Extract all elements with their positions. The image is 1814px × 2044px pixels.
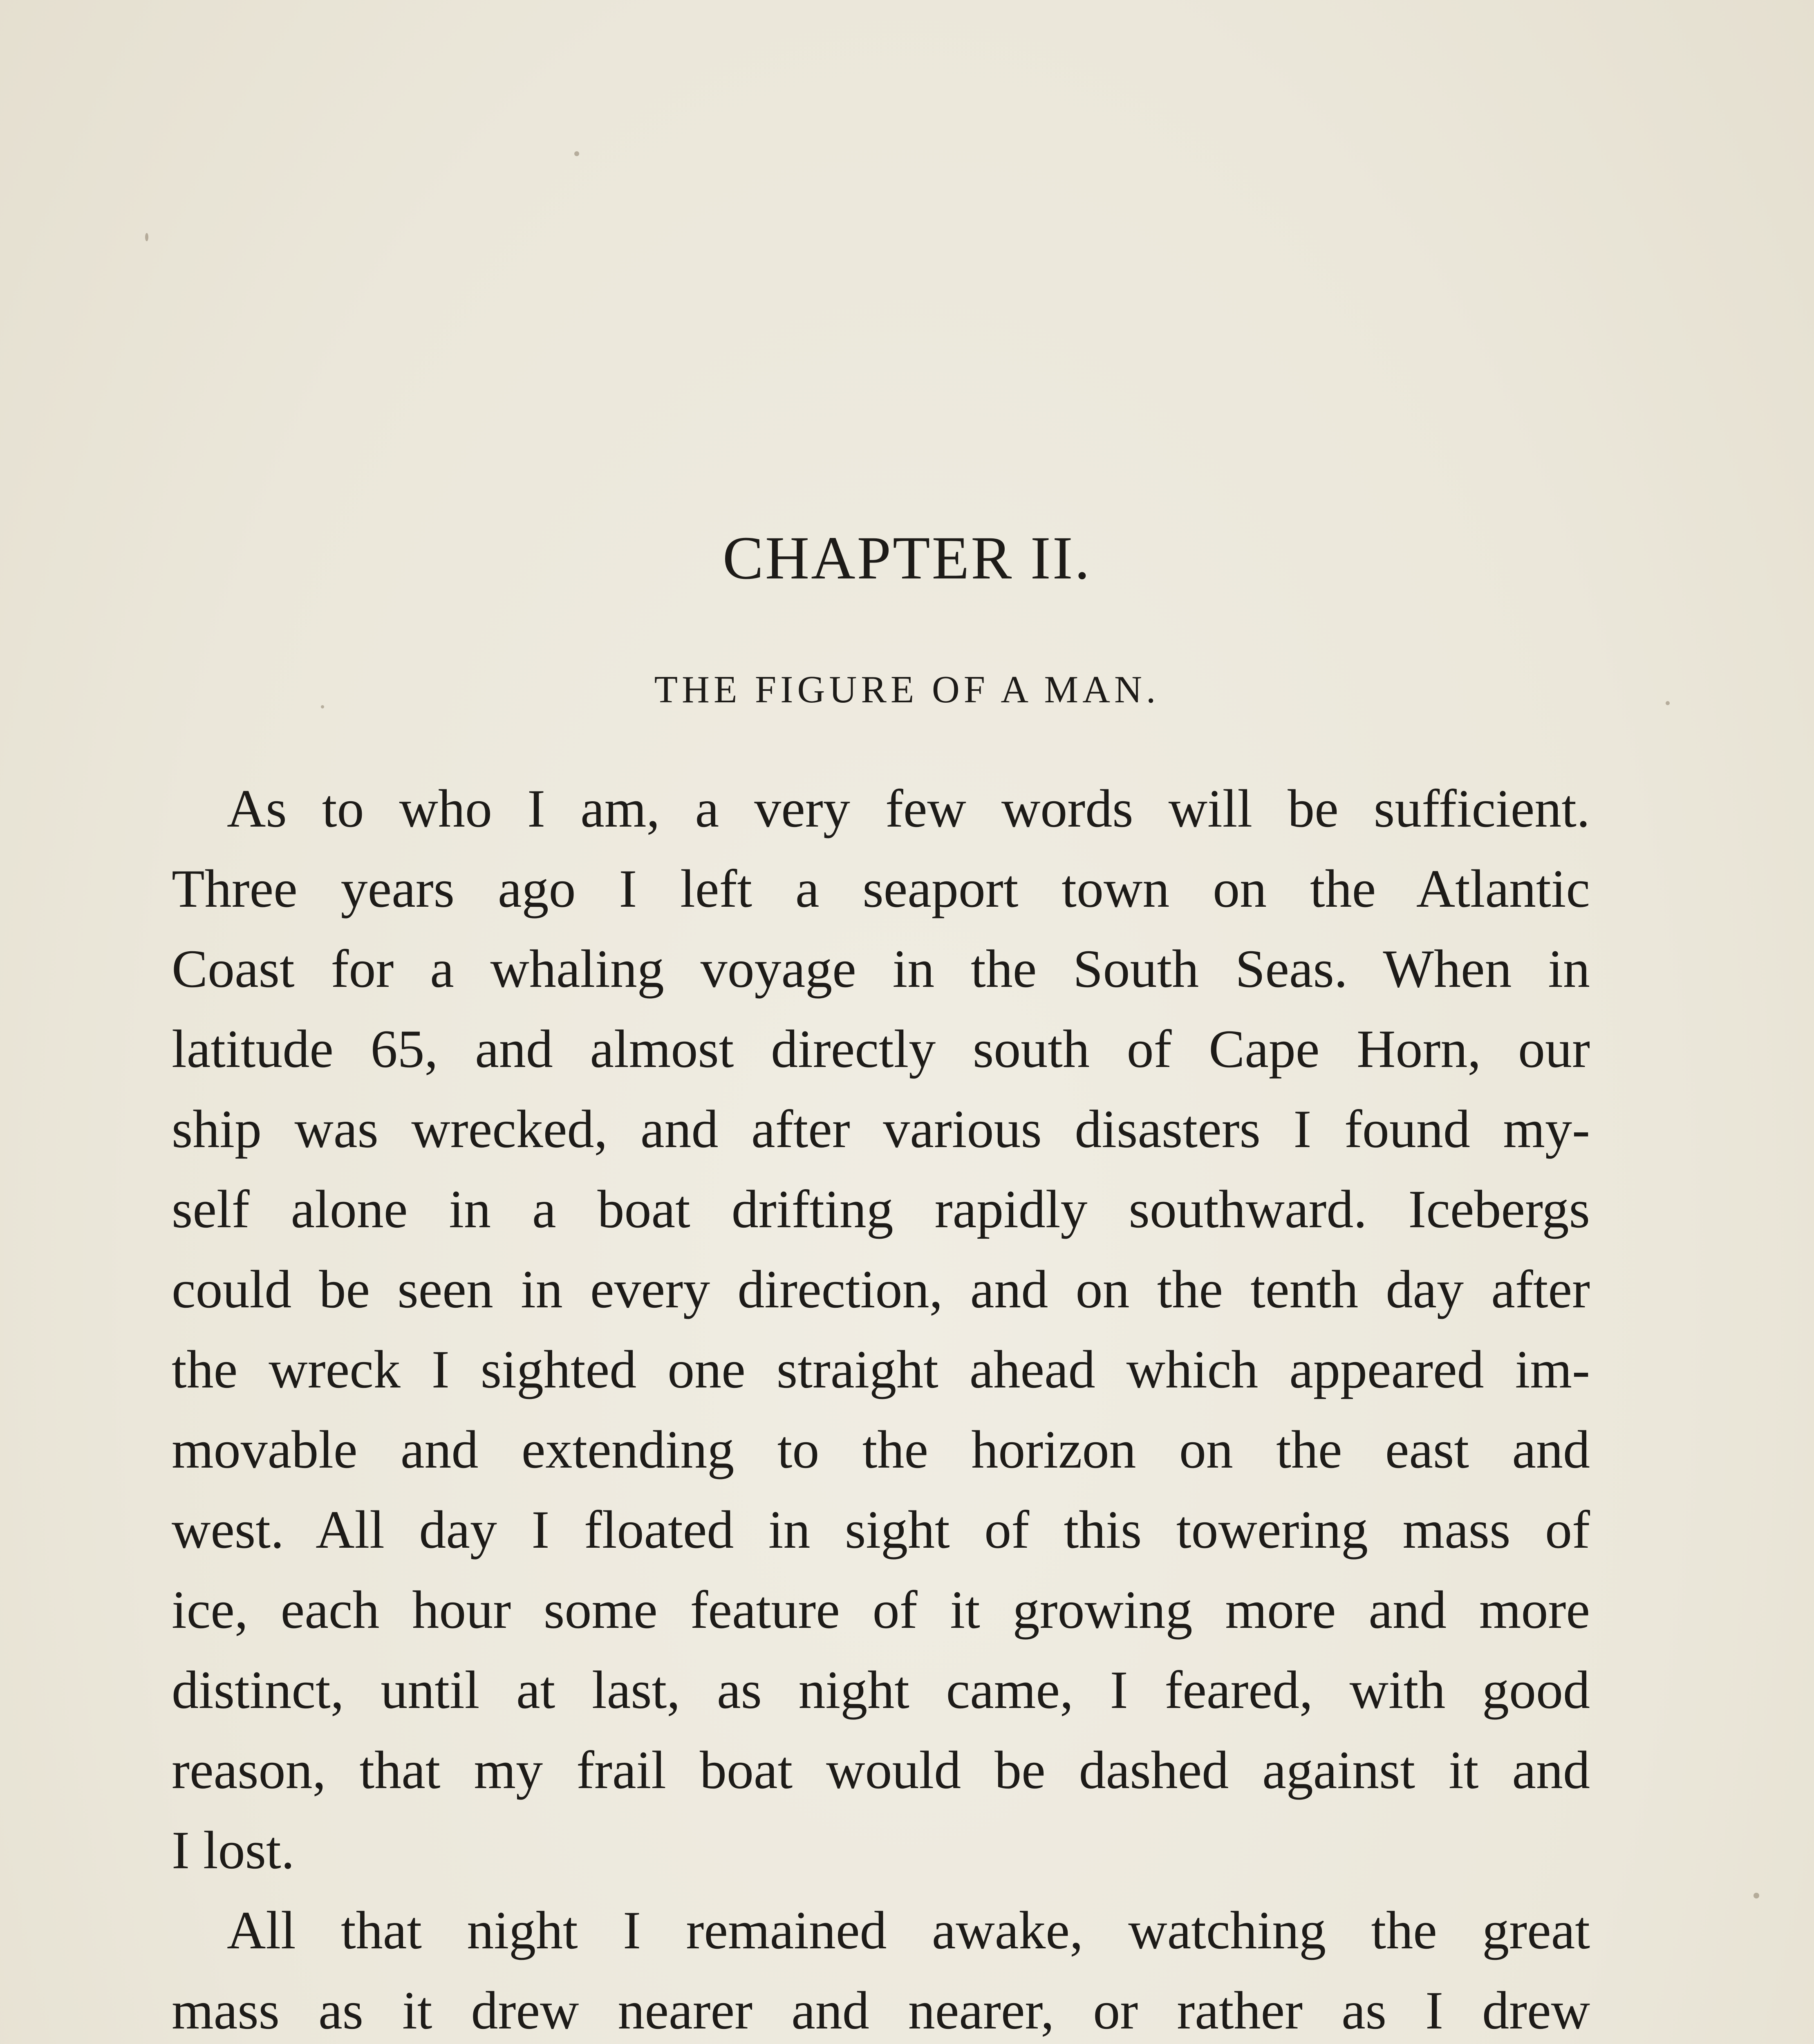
paper-speck	[1754, 1893, 1759, 1898]
body-text	[172, 769, 1590, 2044]
text-line: the wreck I sighted one straight ahead which appeared im-	[172, 1339, 1590, 1399]
paragraph	[172, 769, 1590, 1890]
paper-speck	[145, 233, 148, 241]
text-line: latitude 65, and almost directly south of Cape Horn, our	[172, 1019, 1590, 1079]
text-line: All that night I remained awake, watching the great	[227, 1900, 1590, 1960]
text-line: As to who I am, a very few words will be sufficient.	[227, 778, 1590, 838]
text-line: I lost.	[172, 1820, 295, 1880]
text-line: Coast for a whaling voyage in the South Seas. When in	[172, 939, 1590, 999]
text-line: movable and extending to the horizon on the east and	[172, 1419, 1590, 1479]
text-line: west. All day I floated in sight of this towering mass of	[172, 1499, 1590, 1560]
text-line: self alone in a boat drifting rapidly southward. Icebergs	[172, 1179, 1590, 1239]
chapter-title: CHAPTER II.	[722, 524, 1092, 592]
text-line: reason, that my frail boat would be dashed against it and	[172, 1740, 1590, 1800]
text-line: Three years ago I left a seaport town on the Atlantic	[172, 858, 1590, 919]
text-line: ice, each hour some feature of it growing more and more	[172, 1580, 1590, 1640]
text-line: ship was wrecked, and after various disasters I found my-	[172, 1099, 1590, 1159]
chapter-subtitle: THE FIGURE OF A MAN.	[654, 668, 1160, 711]
text-line: could be seen in every direction, and on the tenth day after	[172, 1259, 1590, 1319]
paragraph	[172, 1890, 1590, 2044]
paper-speck	[574, 151, 579, 156]
text-line: distinct, until at last, as night came, I feared, with good	[172, 1660, 1590, 1720]
text-line: mass as it drew nearer and nearer, or rather as I drew	[172, 1980, 1590, 2040]
